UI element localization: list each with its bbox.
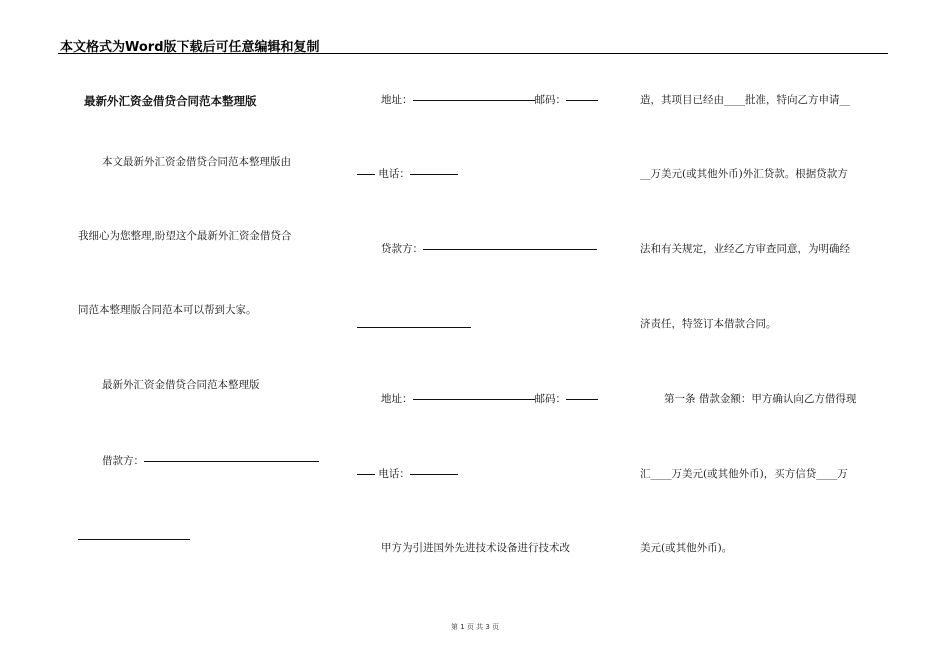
borrower-blank-continued — [78, 539, 190, 540]
phone-label-2: 电话： — [378, 468, 410, 480]
lender-row — [381, 242, 597, 256]
intro-line-2: 我细心为您整理,盼望这个最新外汇资金借贷合 — [78, 230, 292, 242]
column-2 — [357, 0, 607, 672]
lender-blank — [423, 249, 597, 250]
postcode-blank-2 — [566, 399, 598, 400]
address-row-2 — [381, 392, 598, 406]
borrower-row — [102, 454, 319, 468]
address-label-2: 地址： — [381, 393, 413, 405]
lender-blank-continued — [357, 327, 471, 328]
phone-blank-1 — [410, 174, 458, 175]
address-row-1 — [381, 93, 598, 107]
section-heading: 最新外汇资金借贷合同范本整理版 — [102, 379, 260, 391]
col3-line-5: 第一条 借款金额：甲方确认向乙方借得现 — [664, 393, 857, 405]
phone-label-1: 电话： — [378, 168, 410, 180]
body-line: 甲方为引进国外先进技术设备进行技术改 — [381, 542, 570, 554]
address-blank-2 — [413, 399, 535, 400]
address-label-1: 地址： — [381, 94, 413, 106]
borrower-label: 借款方： — [102, 455, 144, 467]
address-blank-1 — [413, 100, 535, 101]
col3-line-6: 汇____万美元(或其他外币)，买方信贷____万 — [640, 468, 848, 480]
document-title: 最新外汇资金借贷合同范本整理版 — [84, 94, 257, 108]
borrower-blank — [144, 461, 319, 462]
col3-line-4: 济责任，特签订本借款合同。 — [640, 318, 777, 330]
column-1 — [78, 0, 328, 672]
page-number: 第 1 页 共 3 页 — [450, 623, 500, 631]
postcode-label-2: 邮码： — [534, 393, 566, 405]
col3-line-2: __万美元(或其他外币)外汇贷款。根据贷款方 — [640, 168, 848, 180]
col3-line-3: 法和有关规定，业经乙方审查同意，为明确经 — [640, 243, 850, 255]
lender-label: 贷款方： — [381, 243, 423, 255]
phone-row-2 — [357, 467, 458, 481]
phone-pre-blank-2 — [357, 474, 375, 475]
phone-row-1 — [357, 167, 458, 181]
postcode-label-1: 邮码： — [534, 94, 566, 106]
phone-blank-2 — [410, 474, 458, 475]
document-header: 本文格式为Word版下载后可任意编辑和复制 — [60, 40, 320, 55]
intro-line-3: 同范本整理版合同范本可以帮到大家。 — [78, 304, 257, 316]
postcode-blank-1 — [566, 100, 598, 101]
col3-line-1: 造，其项目已经由____批准，特向乙方申请__ — [640, 94, 850, 106]
column-3 — [640, 0, 890, 672]
phone-pre-blank-1 — [357, 174, 375, 175]
intro-line-1: 本文最新外汇资金借贷合同范本整理版由 — [102, 156, 291, 168]
col3-line-7: 美元(或其他外币)。 — [640, 542, 733, 554]
